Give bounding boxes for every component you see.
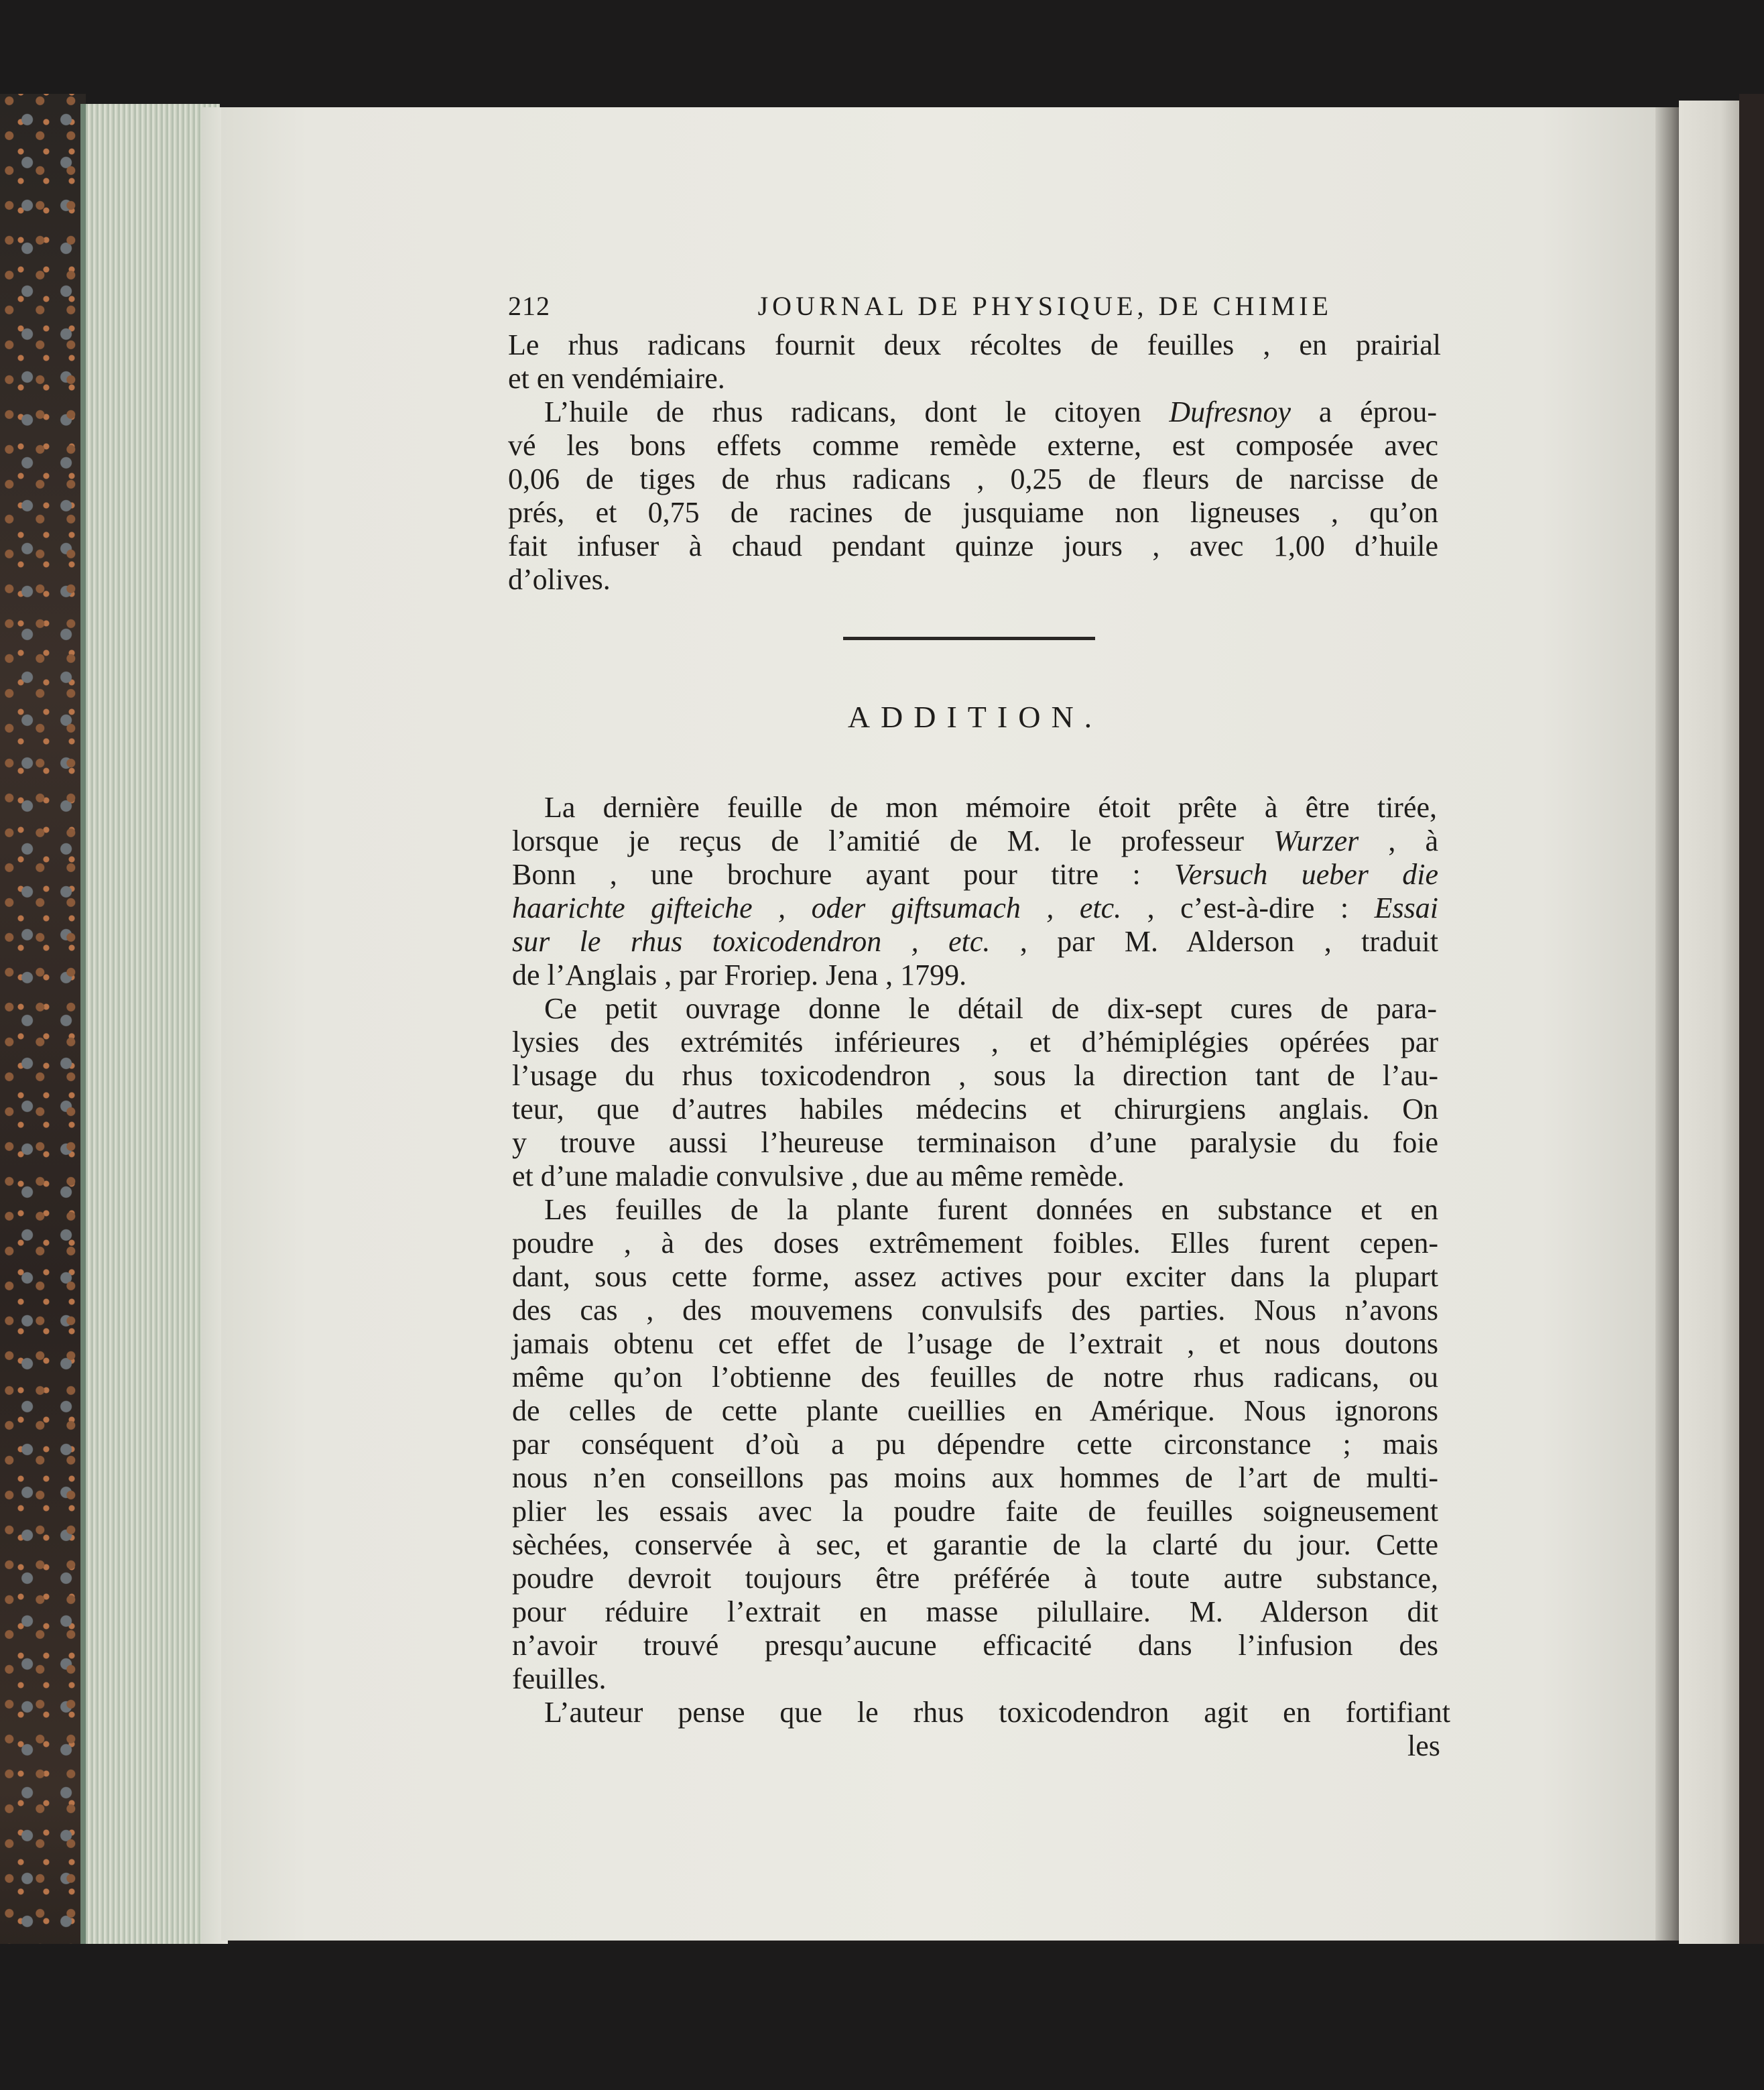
background-top	[0, 0, 1764, 117]
text-line: poudre devroit toujours être préférée à toute autre substance,	[512, 1562, 1438, 1595]
text-line: feuilles.	[512, 1662, 607, 1695]
text-line: 0,06 de tiges de rhus radicans , 0,25 de fleurs de narcisse de	[508, 463, 1438, 495]
text-line: par conséquent d’où a pu dépendre cette circonstance ; mais	[512, 1428, 1438, 1461]
text-line: jamais obtenu cet effet de l’usage de l’extrait , et nous doutons	[512, 1327, 1438, 1360]
text-line: y trouve aussi l’heureuse terminaison d’une paralysie du foie	[512, 1126, 1438, 1159]
marbled-book-cover	[0, 94, 86, 2090]
person-name-wurzer: Wurzer	[1273, 824, 1359, 857]
text-line: Ce petit ouvrage donne le détail de dix-sept cures de para-	[544, 992, 1437, 1025]
text-run: , à	[1359, 824, 1438, 857]
page-number: 212	[508, 291, 550, 321]
text-run: a éprou-	[1291, 395, 1437, 428]
text-line	[544, 395, 1437, 429]
text-line: nous n’en conseillons pas moins aux hommes de l’art de multi-	[512, 1461, 1438, 1494]
journal-title: JOURNAL DE PHYSIQUE, DE CHIMIE	[757, 291, 1332, 321]
text-run: , par M. Alderson , traduit	[990, 925, 1439, 958]
text-line: dant, sous cette forme, assez actives pour exciter dans la plupart	[512, 1260, 1438, 1293]
facing-page-edge	[1679, 101, 1739, 1951]
text-run: L’huile de rhus radicans, dont le citoyen	[544, 395, 1170, 428]
text-line: même qu’on l’obtienne des feuilles de notre rhus radicans, ou	[512, 1361, 1438, 1394]
book-title-french: sur le rhus toxicodendron , etc.	[512, 925, 991, 958]
running-head	[508, 290, 1332, 323]
text-line	[512, 892, 1438, 925]
page-edges	[80, 104, 220, 1954]
text-run: Bonn , une brochure ayant pour titre :	[512, 858, 1175, 891]
text-line: l’usage du rhus toxicodendron , sous la direction tant de l’au-	[512, 1059, 1438, 1092]
text-line: Le rhus radicans fournit deux récoltes de feuilles , en prairial	[508, 328, 1441, 361]
book-title-german: Versuch ueber die	[1174, 858, 1438, 891]
text-line: d’olives.	[508, 563, 611, 596]
text-line: de l’Anglais , par Froriep. Jena , 1799.	[512, 959, 967, 991]
text-line	[512, 925, 1438, 959]
person-name-dufresnoy: Dufresnoy	[1169, 395, 1292, 428]
text-line: vé les bons effets comme remède externe, est composée avec	[508, 429, 1438, 462]
text-line: fait infuser à chaud pendant quinze jours , avec 1,00 d’huile	[508, 530, 1438, 562]
text-line: teur, que d’autres habiles médecins et chirurgiens anglais. On	[512, 1093, 1438, 1125]
text-line: plier les essais avec la poudre faite de feuilles soigneusement	[512, 1495, 1438, 1528]
text-line: poudre , à des doses extrêmement foibles. Elles furent cepen-	[512, 1227, 1438, 1259]
text-line: de celles de cette plante cueillies en Amérique. Nous ignorons	[512, 1394, 1438, 1427]
text-line: sèchées, conservée à sec, et garantie de la clarté du jour. Cette	[512, 1528, 1438, 1561]
section-rule	[843, 637, 1095, 640]
text-line: pour réduire l’extrait en masse pilullaire. M. Alderson dit	[512, 1595, 1438, 1628]
text-run: , c’est-à-dire :	[1121, 892, 1375, 924]
text-line: et d’une maladie convulsive , due au même remède.	[512, 1160, 1125, 1192]
catchword: les	[1407, 1729, 1440, 1762]
text-line: des cas , des mouvemens convulsifs des parties. Nous n’avons	[512, 1294, 1438, 1327]
book-cover-right	[1739, 94, 1764, 2090]
text-line: L’auteur pense que le rhus toxicodendron agit en fortifiant	[544, 1696, 1450, 1729]
text-line: et en vendémiaire.	[508, 362, 725, 395]
text-line: n’avoir trouvé presqu’aucune efficacité dans l’infusion des	[512, 1629, 1438, 1662]
background-bottom	[0, 1944, 1764, 2090]
text-run: lorsque je reçus de l’amitié de M. le professeur	[512, 824, 1274, 857]
text-line: Les feuilles de la plante furent données en substance et en	[544, 1193, 1438, 1226]
book-title-french: Essai	[1374, 892, 1439, 924]
book-gutter	[1655, 107, 1682, 1941]
text-line	[512, 858, 1438, 892]
book-title-german: haarichte gifteiche , oder giftsumach , etc.	[512, 892, 1122, 924]
section-heading: ADDITION.	[847, 700, 1103, 734]
text-line	[512, 824, 1438, 858]
text-line: lysies des extrémités inférieures , et d’hémiplégies opérées par	[512, 1026, 1438, 1058]
text-line: prés, et 0,75 de racines de jusquiame non ligneuses , qu’on	[508, 496, 1438, 529]
text-line: La dernière feuille de mon mémoire étoit prête à être tirée,	[544, 791, 1437, 824]
